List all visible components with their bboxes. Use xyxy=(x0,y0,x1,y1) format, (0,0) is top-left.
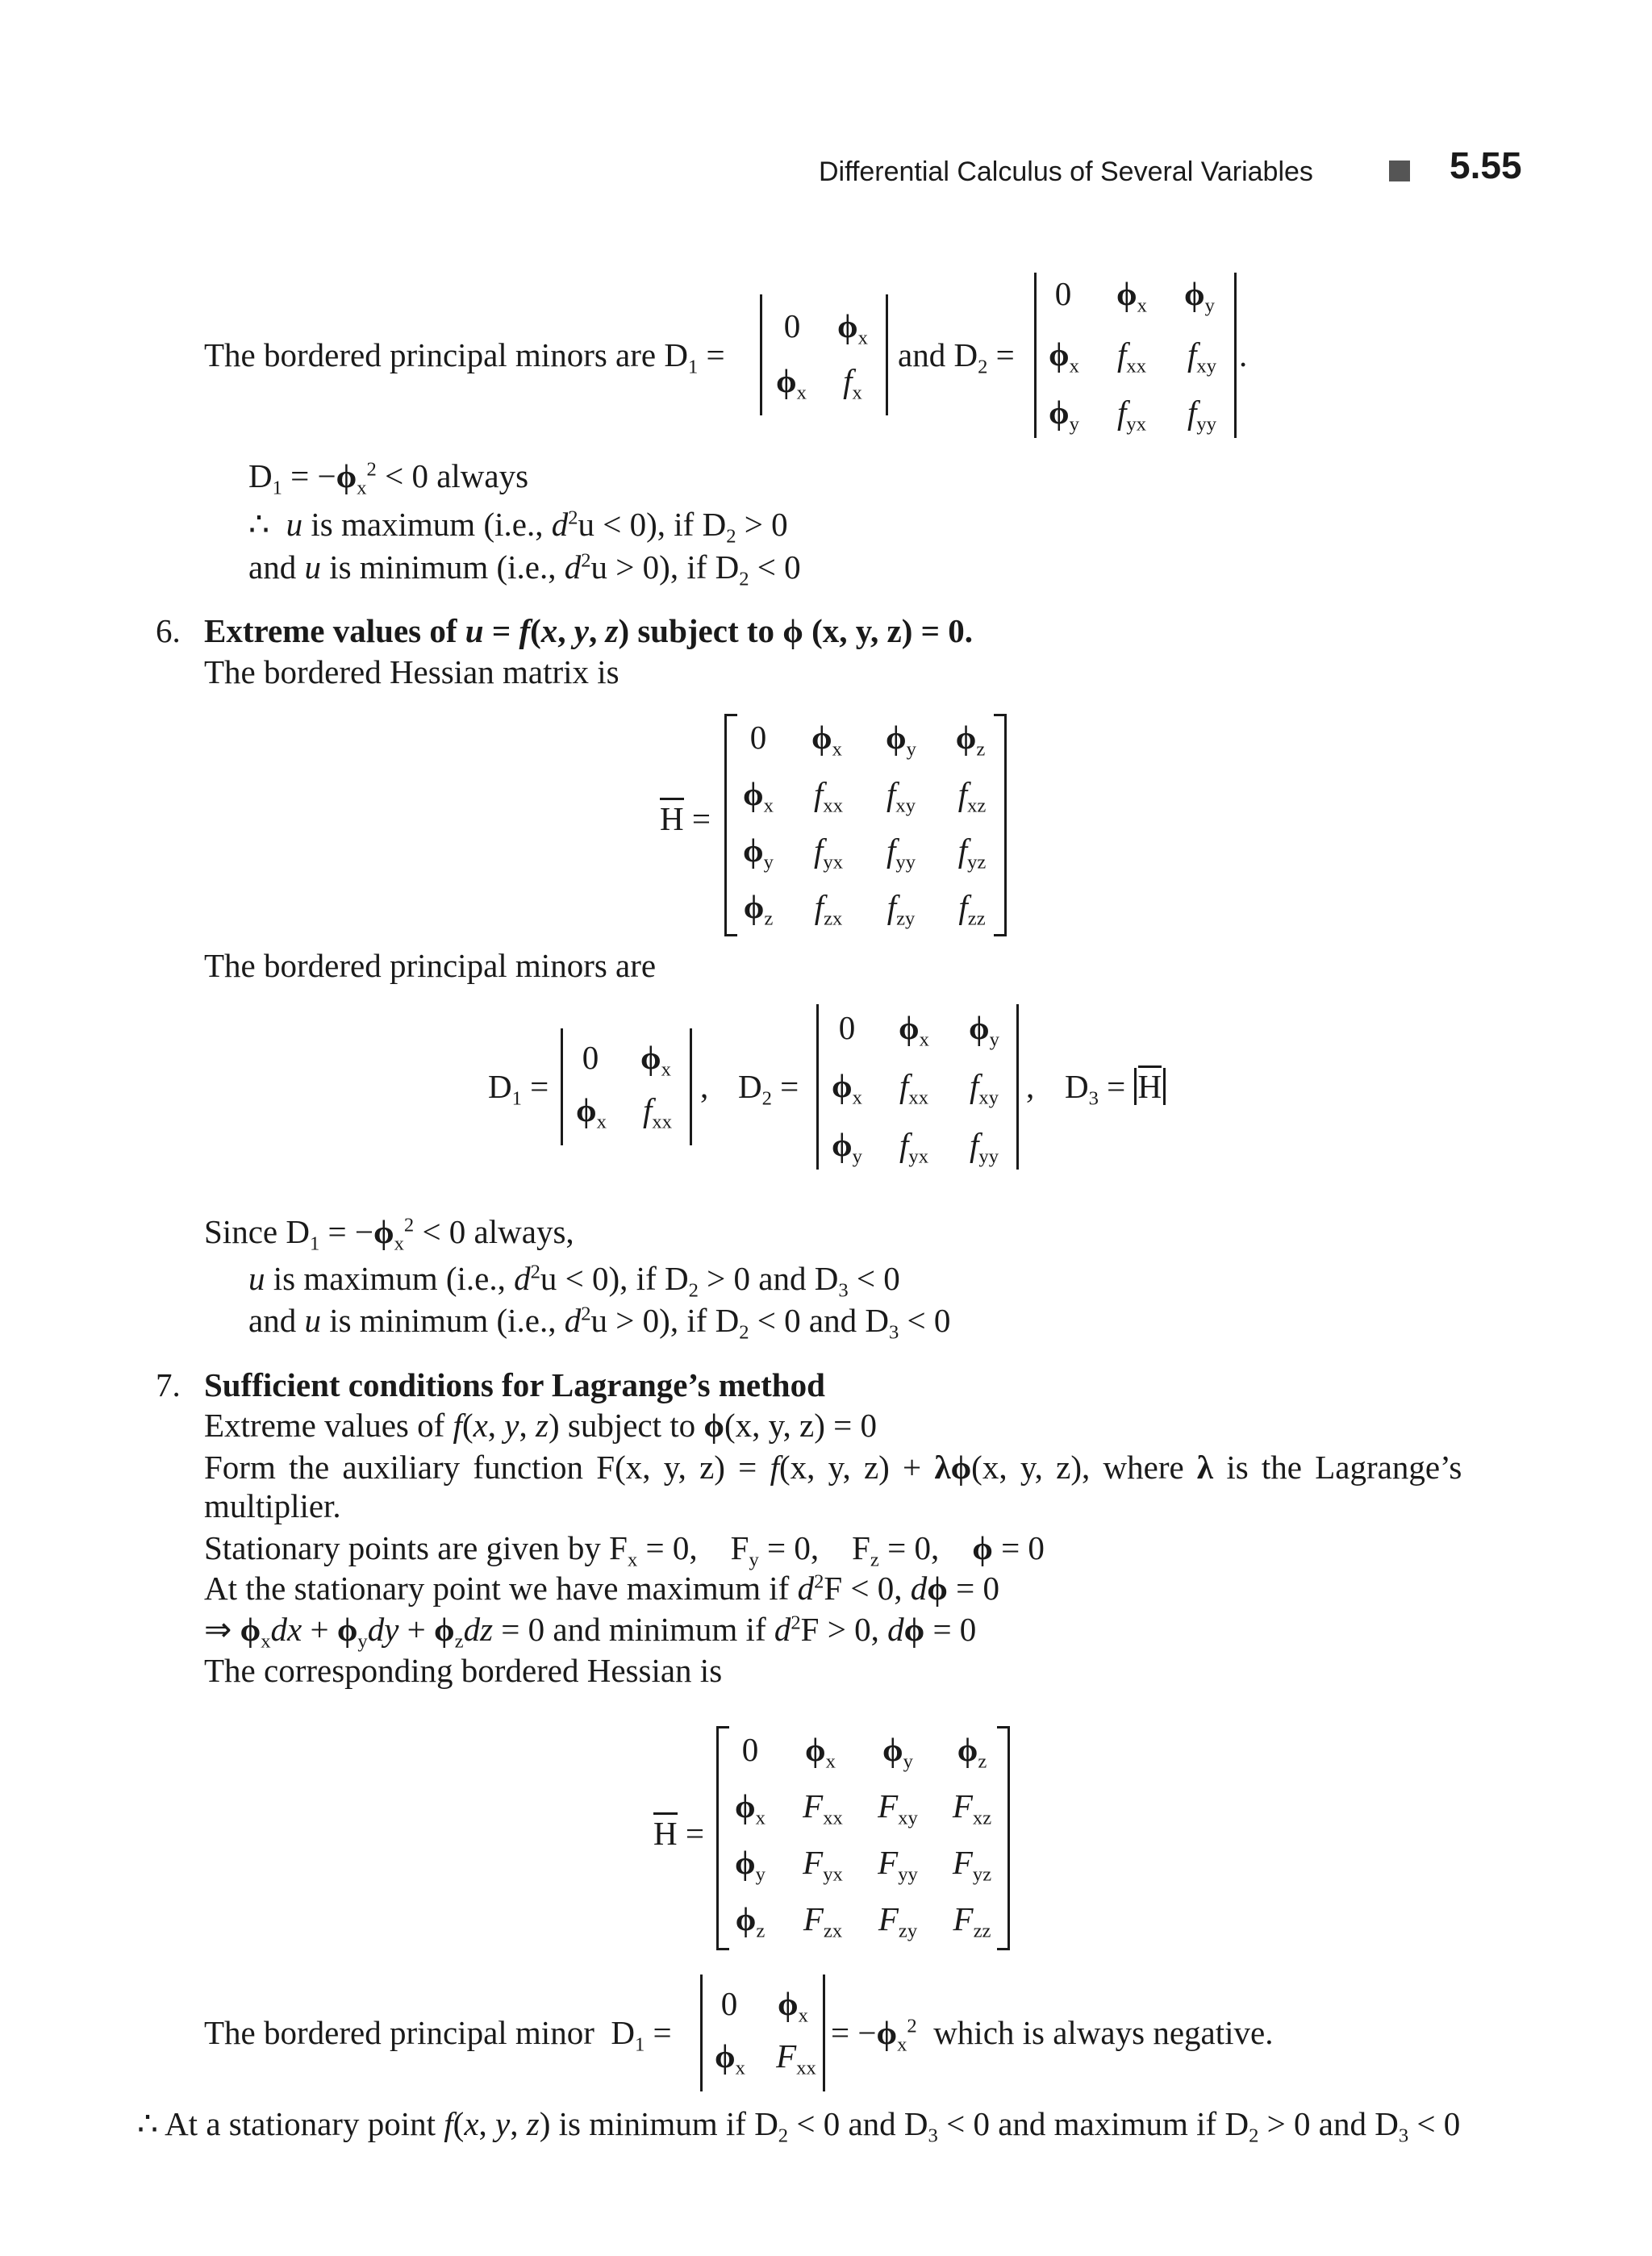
matrix-cell: 0 xyxy=(582,1039,599,1076)
det-bar xyxy=(561,1028,563,1145)
matrix-cell: $\phi_x$ xyxy=(576,1091,607,1133)
sec6-min-line: and u is minimum (i.e., $d^2u > 0$), if $D_2 < 0$ and $D_3 < 0$ xyxy=(248,1302,951,1344)
matrix-cell: $\phi_y$ xyxy=(832,1126,862,1168)
text: subject to xyxy=(559,1407,704,1444)
matrix-cell: $F_{xz}$ xyxy=(952,1787,992,1829)
sec6-number: 6. xyxy=(156,612,181,649)
matrix-cell: $\phi_y$ xyxy=(1049,394,1079,436)
text: > 0 xyxy=(736,506,788,543)
sec5-max-line: ∴ u is maximum (i.e., $d^2u < 0$), if $D_2 > 0$ xyxy=(248,506,788,548)
hessian-label: H = xyxy=(660,799,711,839)
matrix-cell: $\phi_x$ xyxy=(837,307,868,349)
matrix-cell: $F_{yx}$ xyxy=(803,1844,843,1886)
text: u > 0), if D xyxy=(590,1302,740,1339)
text: < 0 xyxy=(848,1260,900,1297)
matrix-cell: $f_{yx}$ xyxy=(1117,394,1146,436)
sec5-min-line: and u is minimum (i.e., $d^2u > 0$), if $D_2 < 0$ xyxy=(248,548,801,590)
sec7-line4: Stationary points are given by $F_x = 0$, $F_y = 0$, $F_z = 0$, ϕ = 0 xyxy=(204,1529,1045,1571)
matrix-cell: $F_{zz}$ xyxy=(953,1900,991,1942)
matrix-cell: $F_{yy}$ xyxy=(878,1844,918,1886)
matrix-cell: $\phi_z$ xyxy=(743,888,774,930)
text: Extreme values of xyxy=(204,612,465,649)
matrix-cell: $F_{xx}$ xyxy=(803,1787,843,1829)
comma: , xyxy=(1026,1068,1035,1105)
text: = − xyxy=(319,1213,373,1250)
matrix-cell: $\phi_x$ xyxy=(1116,275,1147,317)
sec7-line5: At the stationary point we have maximum if $d^2F < 0$, dϕ = 0 xyxy=(204,1570,1000,1607)
matrix-cell: $F_{zx}$ xyxy=(803,1900,843,1942)
sec6-d1-label: $D_1$ = xyxy=(488,1068,549,1110)
text: (x, y, z) + xyxy=(778,1449,935,1486)
text: (x, y, z), where xyxy=(971,1449,1197,1486)
matrix-cell: 0 xyxy=(783,307,801,344)
sec5-intro-text: The bordered principal minors are xyxy=(204,336,657,373)
text: u < 0), if xyxy=(578,506,703,543)
sec7-final-line: ∴ At a stationary point f(x, y, z) is minimum if $D_2 < 0$ and $D_3 < 0$ and maximum if $D_2 > 0$ and $D_3 < 0$ xyxy=(137,2105,1461,2147)
matrix-cell: $\phi_x$ xyxy=(899,1009,929,1051)
text: is minimum (i.e., xyxy=(320,1302,565,1339)
det-bar xyxy=(886,294,888,415)
text: < 0 xyxy=(899,1302,951,1339)
hessian-label: H = xyxy=(653,1813,704,1854)
matrix-cell: $F_{xx}$ xyxy=(776,2037,816,2079)
matrix-cell: $f_{xz}$ xyxy=(957,775,987,817)
matrix-cell: $\phi_y$ xyxy=(735,1844,766,1886)
therefore-text: ∴ xyxy=(248,506,270,543)
matrix-cell: $f_{yy}$ xyxy=(886,832,916,874)
matrix-cell: $f_{yz}$ xyxy=(957,832,987,874)
sec7-title: Sufficient conditions for Lagrange’s method xyxy=(204,1366,825,1403)
sec6-since-line: Since $D_1 = -\phi_x^2 < 0$ always, xyxy=(204,1213,574,1255)
bracket-left xyxy=(724,714,737,936)
text: Extreme values of xyxy=(204,1407,453,1444)
matrix-cell: $f_{yx}$ xyxy=(814,832,843,874)
and-text: and xyxy=(898,336,946,373)
matrix-cell: $\phi_y$ xyxy=(886,719,916,761)
matrix-cell: $f_{xx}$ xyxy=(899,1067,928,1109)
text: (x, y, z) = 0 xyxy=(724,1407,877,1444)
matrix-cell: 0 xyxy=(741,1731,759,1768)
text: (x, y, z) = 0. xyxy=(803,612,973,649)
text: which is always negative. xyxy=(933,2014,1274,2051)
matrix-cell: $\phi_z$ xyxy=(955,719,986,761)
text: is the Lagrange’s xyxy=(1213,1449,1462,1486)
matrix-cell: $f_{xx}$ xyxy=(814,775,843,817)
matrix-cell: $f_{xy}$ xyxy=(1187,336,1216,377)
period: . xyxy=(1239,336,1248,373)
text: < 0 always, xyxy=(414,1213,574,1250)
matrix-cell: $F_{xy}$ xyxy=(878,1787,918,1829)
text: f xyxy=(770,1449,779,1486)
matrix-cell: $f_{xx}$ xyxy=(643,1091,672,1133)
matrix-cell: $\phi_z$ xyxy=(957,1731,987,1773)
matrix-cell: $\phi_x$ xyxy=(776,362,807,404)
sec6-max-line: u is maximum (i.e., $d^2u < 0$), if $D_2 > 0$ and $D_3 < 0$ xyxy=(248,1260,900,1302)
matrix-cell: $\phi_y$ xyxy=(743,832,774,874)
sec6-d3: $D_3 = H$ xyxy=(1065,1066,1166,1107)
det-bar xyxy=(760,294,762,415)
header-square-icon xyxy=(1389,161,1410,181)
matrix-cell: $\phi_x$ xyxy=(743,775,774,817)
matrix-cell: 0 xyxy=(838,1009,856,1046)
matrix-cell: $f_{yy}$ xyxy=(1187,394,1216,436)
matrix-cell: $\phi_y$ xyxy=(1184,275,1215,317)
text: and xyxy=(248,1302,305,1339)
matrix-cell: $\phi_y$ xyxy=(882,1731,913,1773)
matrix-cell: $\phi_x$ xyxy=(778,1985,808,2027)
text: The bordered principal minor xyxy=(204,2014,594,2051)
sec7-line3: multiplier. xyxy=(204,1487,341,1524)
text: is maximum (i.e., xyxy=(265,1260,515,1297)
det-bar xyxy=(1034,273,1037,438)
text: ⇒ xyxy=(204,1611,240,1648)
text: At the stationary point we have maximum if xyxy=(204,1570,798,1607)
sec7-number: 7. xyxy=(156,1366,181,1403)
sec7-minor-label: The bordered principal minor $D_1$ = xyxy=(204,2014,672,2056)
det-bar xyxy=(823,1975,825,2091)
text: is maximum (i.e., xyxy=(302,506,552,543)
matrix-cell: 0 xyxy=(1054,275,1072,312)
matrix-cell: $f_x$ xyxy=(843,362,862,404)
text: Stationary points are given by F xyxy=(204,1529,628,1566)
matrix-cell: $\phi_x$ xyxy=(735,1787,766,1829)
bracket-left xyxy=(716,1726,729,1950)
matrix-cell: $f_{xy}$ xyxy=(886,775,916,817)
matrix-cell: $\phi_x$ xyxy=(715,2037,745,2079)
matrix-cell: $\phi_x$ xyxy=(805,1731,836,1773)
matrix-cell: $f_{zy}$ xyxy=(886,888,916,930)
matrix-cell: $\phi_y$ xyxy=(969,1009,999,1051)
matrix-cell: $\phi_x$ xyxy=(832,1067,862,1109)
matrix-cell: $\phi_x$ xyxy=(640,1039,671,1081)
page-number: 5.55 xyxy=(1450,144,1522,186)
sec5-d1-line: $D_1 = -\phi_x^2 < 0$ always xyxy=(248,457,529,499)
running-header: Differential Calculus of Several Variables xyxy=(819,156,1313,187)
sec5-and: and $D_2$ = xyxy=(898,336,1015,378)
matrix-cell: $f_{zz}$ xyxy=(958,888,986,930)
sec7-minor-value: = $-\phi_x^2$ which is always negative. xyxy=(831,2014,1274,2056)
text: u < 0), if D xyxy=(540,1260,689,1297)
bracket-right xyxy=(997,1726,1010,1950)
matrix-cell: $\phi_x$ xyxy=(1049,336,1079,377)
text: u > 0), if xyxy=(590,548,715,586)
comma: , xyxy=(700,1068,709,1105)
sec7-line1: Extreme values of f(x, y, z) subject to ϕ(x, y, z) = 0 xyxy=(204,1407,877,1444)
sec7-line6: ⇒ $\phi_xdx + \phi_ydy + \phi_zdz = 0$ and minimum if $d^2F > 0$, dϕ = 0 xyxy=(204,1611,977,1653)
matrix-cell: $f_{xx}$ xyxy=(1117,336,1146,377)
sec5-intro: The bordered principal minors are $D_1$ = xyxy=(204,336,725,378)
det-bar xyxy=(1016,1004,1019,1170)
text: and xyxy=(248,548,305,586)
sec6-hessian-intro: The bordered Hessian matrix is xyxy=(204,653,620,690)
matrix-cell: 0 xyxy=(720,1985,738,2022)
matrix-cell: $f_{yy}$ xyxy=(970,1126,999,1168)
matrix-cell: $F_{yz}$ xyxy=(952,1844,992,1886)
bracket-right xyxy=(994,714,1007,936)
matrix-cell: $\phi_z$ xyxy=(735,1900,766,1942)
det-bar xyxy=(1234,273,1237,438)
text: < 0 xyxy=(749,548,801,586)
matrix-cell: $\phi_x$ xyxy=(811,719,842,761)
det-bar xyxy=(700,1975,703,2091)
d1-tail-text: < 0 always xyxy=(376,457,529,494)
matrix-cell: $F_{zy}$ xyxy=(878,1900,918,1942)
matrix-cell: 0 xyxy=(749,719,767,756)
text: Form the auxiliary function F(x, y, z) = xyxy=(204,1449,770,1486)
eq-text: = − xyxy=(290,457,336,494)
matrix-cell: $f_{yx}$ xyxy=(899,1126,928,1168)
sec6-minors-intro: The bordered principal minors are xyxy=(204,947,657,984)
det-bar xyxy=(816,1004,819,1170)
text: Since D xyxy=(204,1213,310,1250)
sec6-title: Extreme values of u = f(x, y, z) subject to ϕ (x, y, z) = 0. xyxy=(204,612,973,649)
matrix-cell: $f_{zx}$ xyxy=(814,888,843,930)
text: < 0 and D xyxy=(749,1302,889,1339)
text: is minimum (i.e., xyxy=(320,548,565,586)
det-bar xyxy=(690,1028,692,1145)
text: > 0 and D xyxy=(698,1260,839,1297)
text: subject to xyxy=(629,612,783,649)
matrix-cell: $f_{xy}$ xyxy=(970,1067,999,1109)
sec7-line7: The corresponding bordered Hessian is xyxy=(204,1652,723,1689)
sec6-d2-label: $D_2$ = xyxy=(738,1068,799,1110)
sec7-line2: Form the auxiliary function F(x, y, z) = f(x, y, z) + λϕ(x, y, z), where λ is the Lagrange’s xyxy=(204,1449,1462,1486)
text: At a stationary point xyxy=(165,2105,444,2142)
